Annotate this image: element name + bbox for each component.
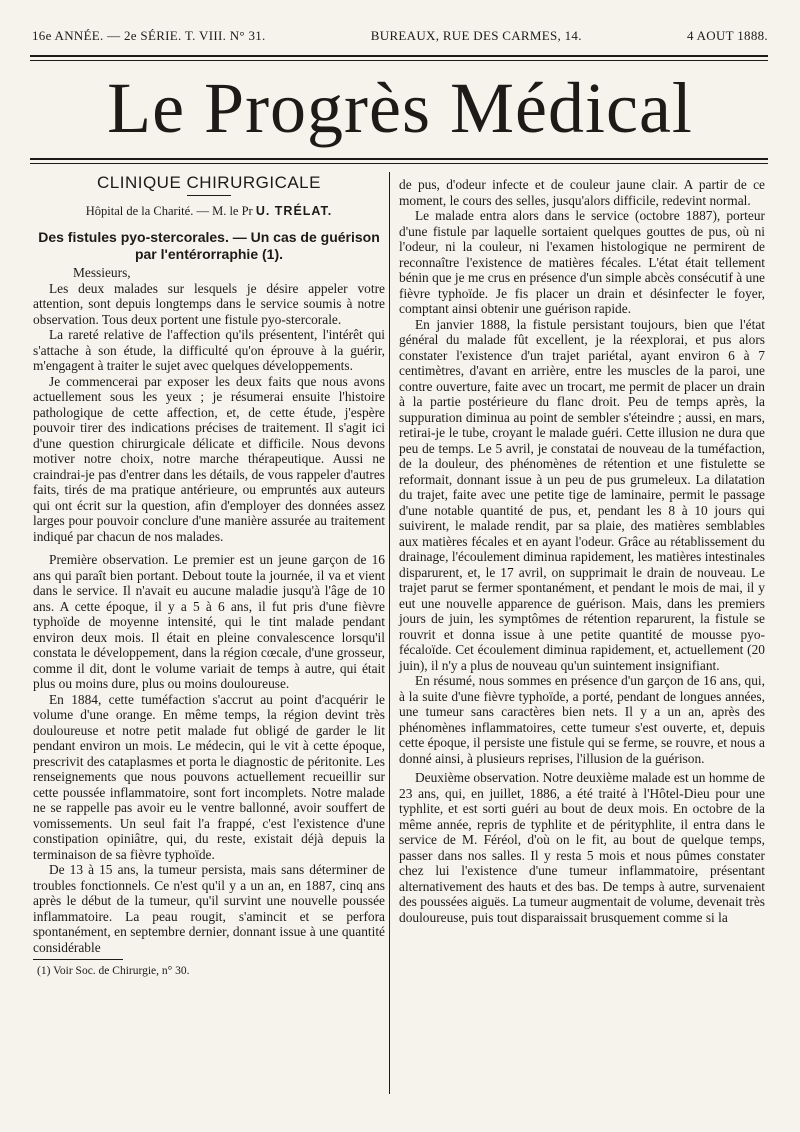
issue-number: 16e ANNÉE. — 2e SÉRIE. T. VIII. N° 31. (32, 28, 266, 43)
salutation: Messieurs, (73, 265, 131, 280)
paragraph: Je commencerai par exposer les deux faits que nous avons actuellement sous les yeux ; je résumerai ensuite l'histoire pathologique de cette affection, et, de cette étude, j'espère pouvoir tirer des indications précises de traitement. Il s'agit ici d'une question chirurgicale délicate et difficile. Nous devons motiver notre choix, notre marche thérapeutique. Aussi ne craindrai-je pas d'entrer dans les détails, de vous rappeler d'autres faits, tirés de ma pratique antérieure, ou empruntés aux auteurs qui ont écrit sur la question, afin d'employer des données assez larges pour pouvoir conclure d'une manière assurée au traitement indiqué par chacun de nos malades. (33, 373, 385, 544)
paragraph: Première observation. Le premier est un jeune garçon de 16 ans qui paraît bien portant. Debout toute la journée, il va et vient dans le service. Il n'avait eu aucune maladie jusqu'à l'âge de 10 ans. A cette époque, il y a 5 à 6 ans, il fut pris d'une fièvre typhoïde de moyenne intensité, qui le tint malade pendant environ deux mois. Il était en pleine convalescence lorsqu'il constata le développement, dans la région cœcale, d'une grosseur, comme il dit, dont le volume variait de temps à autre, qui était plus ou moins dure, plus ou moins douloureuse. (33, 552, 385, 691)
section-rule (187, 195, 231, 196)
surgeon-name: U. TRÉLAT. (255, 203, 333, 218)
column-divider (389, 172, 390, 1094)
top-rule-thin (30, 60, 768, 61)
article-title: Des fistules pyo-stercorales. — Un cas de guérison par l'entérorraphie (1). (38, 229, 380, 262)
paragraph: De 13 à 15 ans, la tumeur persista, mais sans déterminer de troubles fonctionnels. Ce n'est qu'il y a un an, en 1887, cinq ans après le début de la tumeur, qu'il survint une nouvelle poussée inflammatoire. La peau rougit, s'amincit et se perfora spontanément, en septembre dernier, donnant issue à une quantité considérable (33, 862, 385, 955)
masthead-rule-thin (30, 163, 768, 164)
paragraph: La rareté relative de l'affection qu'ils présentent, l'intérêt qui s'attache à son étude, la difficulté qu'on éprouve à la guérir, m'engagent à traiter le sujet avec quelques développements. (33, 327, 385, 373)
paragraph: Les deux malades sur lesquels je désire appeler votre attention, sont depuis longtemps dans le service soumis à notre observation. Tous deux portent une fistule pyo-stercorale. (33, 280, 385, 327)
section-title: CLINIQUE CHIRURGICALE (97, 173, 321, 192)
paragraph: En janvier 1888, la fistule persistant toujours, bien que l'état général du malade fût excellent, je la réexplorai, et pus alors constater l'existence d'un trajet pariétal, ayant environ 6 à 7 centimètres, d'avant en arrière, entre les muscles de la paroi, une contre ouverture, faite avec un trocart, me permit de placer un drain à la partie postérieure du flanc droit. Peu de temps après, la suppuration diminua au point de sembler s'éteindre ; aussi, en mars, retirai-je le tube, croyant le malade guéri. Cette illusion ne dura que peu de temps. Le 5 avril, je constatai de nouveau de la tuméfaction, de la douleur, des phénomènes de rétention et une fistulette se reformait, donnant issue à un peu de pus grumeleux. La dilatation du trajet, faite avec une petite tige de laminaire, permit le passage d'une notable quantité de pus, et, pendant les 8 à 10 jours qui suivirent, le malade rendit, par sa plaie, des matières semblables aux matières fécales et en ayant l'odeur. Grâce au rétablissement du drainage, l'écoulement diminua rapidement, les matières intestinales disparurent, et, le 17 avril, on supprimait le drain de nouveau. Le trajet parut se fermer spontanément, et pendant le mois de mai, il y eut une nouvelle apparence de guérison. Mais, dans les premiers jours de juin, les symptômes de rétention reparurent, la fistule se rouvrit et donna issue à une petite quantité de mousse pyo-fécaloïde. Cet écoulement diminua rapidement, et, actuellement (20 juin), il n'y a plus de nouveau qu'un suintement insignifiant. (399, 316, 765, 673)
hospital-prefix: Hôpital de la Charité. — M. le Pr (85, 203, 253, 218)
footnote-rule (33, 959, 123, 960)
left-column (33, 175, 385, 980)
hospital-line (33, 204, 385, 220)
footnote: (1) Voir Soc. de Chirurgie, n° 30. (37, 965, 190, 977)
issue-header (32, 28, 768, 44)
paragraph: Deuxième observation. Notre deuxième malade est un homme de 23 ans, qui, en juillet, 1886, a été traité à l'Hôtel-Dieu pour une typhlite, et est sorti guéri au bout de deux mois. En octobre de la même année, repris de typhlite et de pérityphlite, il entra dans le service de M. Féréol, d'où on le fit, au bout de quelque temps, passer dans nos salles. Il y resta 5 mois et nous pûmes constater chez lui l'existence d'une tumeur inflammatoire, présentant alternativement des hauts et des bas. De temps à autre, survenaient des poussées aiguës. La tumeur augmentait de volume, devenait très douloureuse, puis tout disparaissait brusquement comme si la (399, 770, 765, 925)
paragraph: En 1884, cette tuméfaction s'accrut au point d'acquérir le volume d'une orange. En même temps, la région devint très douloureuse et notre petit malade fut obligé de garder le lit pendant environ un mois. Le médecin, qui le vit à cette époque, prescrivit des cataplasmes et porta le diagnostic de péritonite. Les renseignements que nous pouvons actuellement recueillir sur cette poussée inflammatoire, sont fort incomplets. Notre malade ne se rappelle pas avoir eu le ventre ballonné, avoir souffert de vomissements. Un seul fait l'a frappé, c'est l'existence d'une constipation opiniâtre, qui, du reste, existait déjà depuis la terminaison de sa fièvre typhoïde. (33, 691, 385, 862)
paragraph: de pus, d'odeur infecte et de couleur jaune clair. A partir de ce moment, le cours des selles, jusqu'alors difficile, redevint normal. (399, 177, 765, 208)
masthead-rule (30, 158, 768, 160)
issue-date: 4 AOUT 1888. (686, 28, 768, 43)
masthead-title: Le Progrès Médical (107, 68, 693, 148)
right-column (399, 177, 765, 925)
paragraph: Le malade entra alors dans le service (octobre 1887), porteur d'une fistule par laquelle sortaient quelques gouttes de pus, où ni l'odeur, ni la couleur, ni l'examen histologique ne permirent de reconnaître l'existence de matières fécales. L'état était tellement bénin que je me crus en présence d'un simple abcès consécutif à une fièvre typhoïde. Je fis placer un drain et désinfecter le foyer, comptant ainsi obtenir une guérison rapide. (399, 208, 765, 316)
top-rule (30, 55, 768, 57)
office-address: BUREAUX, RUE DES CARMES, 14. (370, 28, 582, 43)
paragraph: En résumé, nous sommes en présence d'un garçon de 16 ans, qui, à la suite d'une fièvre typhoïde, a porté, pendant de longues années, une tumeur sans caractères bien nets. Il y a un an, après des phénomènes inflammatoires, cette tumeur s'est ouverte, et, depuis cette époque, il persiste une fistule qui se ferme, se rouvre, et nous a donné ainsi, à plusieurs reprises, l'illusion de la guérison. (399, 673, 765, 766)
